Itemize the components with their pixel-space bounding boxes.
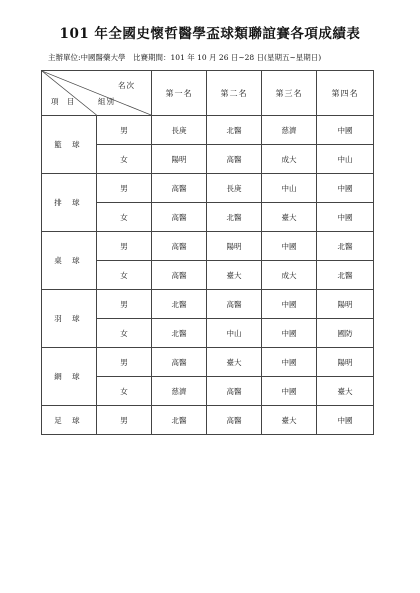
group-cell: 女 (97, 319, 152, 348)
result-cell: 高醫 (207, 377, 262, 406)
group-cell: 男 (97, 348, 152, 377)
result-cell: 中國 (317, 174, 374, 203)
group-cell: 男 (97, 232, 152, 261)
result-cell: 中山 (317, 145, 374, 174)
group-cell: 女 (97, 145, 152, 174)
result-cell: 高醫 (207, 145, 262, 174)
place-header: 第四名 (317, 71, 374, 116)
group-cell: 男 (97, 174, 152, 203)
table-row (42, 232, 374, 261)
group-cell: 女 (97, 377, 152, 406)
result-cell: 北醫 (152, 290, 207, 319)
place-header: 第三名 (262, 71, 317, 116)
item-label: 項 目 (51, 97, 78, 106)
result-cell: 高醫 (152, 261, 207, 290)
result-cell: 中國 (317, 203, 374, 232)
result-cell: 臺大 (207, 348, 262, 377)
result-cell: 中國 (317, 116, 374, 145)
result-cell: 北醫 (317, 261, 374, 290)
result-cell: 陽明 (317, 348, 374, 377)
result-cell: 陽明 (317, 290, 374, 319)
diagonal-header-cell (42, 71, 152, 116)
result-cell: 高醫 (207, 406, 262, 435)
sport-name: 桌 球 (42, 232, 97, 290)
table-row (42, 290, 374, 319)
diagonal-lines (42, 71, 151, 115)
group-cell: 女 (97, 203, 152, 232)
result-cell: 中國 (262, 348, 317, 377)
result-cell: 北醫 (317, 232, 374, 261)
organizer-and-dates: 主辦單位:中國醫藥大學 比賽期間：101 年 10 月 26 日~28 日(星期五~星期日) (48, 53, 322, 62)
result-cell: 北醫 (207, 203, 262, 232)
sport-name: 排 球 (42, 174, 97, 232)
group-cell: 男 (97, 290, 152, 319)
place-header: 第一名 (152, 71, 207, 116)
result-cell: 成大 (262, 145, 317, 174)
sport-name: 籃 球 (42, 116, 97, 174)
result-cell: 臺大 (262, 203, 317, 232)
rank-label: 名次 (118, 81, 135, 90)
result-cell: 臺大 (317, 377, 374, 406)
group-cell: 男 (97, 116, 152, 145)
result-cell: 長庚 (207, 174, 262, 203)
group-cell: 女 (97, 261, 152, 290)
result-cell: 慈濟 (262, 116, 317, 145)
sport-name: 網 球 (42, 348, 97, 406)
sport-name: 羽 球 (42, 290, 97, 348)
result-cell: 高醫 (152, 232, 207, 261)
result-cell: 成大 (262, 261, 317, 290)
result-cell: 國防 (317, 319, 374, 348)
place-header: 第二名 (207, 71, 262, 116)
result-cell: 長庚 (152, 116, 207, 145)
result-cell: 北醫 (152, 319, 207, 348)
table-row (42, 406, 374, 435)
results-table (41, 70, 374, 435)
result-cell: 北醫 (152, 406, 207, 435)
result-cell: 臺大 (207, 261, 262, 290)
table-row (42, 348, 374, 377)
sport-name: 足 球 (42, 406, 97, 435)
group-label: 組別 (98, 97, 115, 106)
result-cell: 中國 (317, 406, 374, 435)
result-cell: 北醫 (207, 116, 262, 145)
result-cell: 中山 (262, 174, 317, 203)
result-cell: 陽明 (207, 232, 262, 261)
page-title: 101 年全國史懷哲醫學盃球類聯誼賽各項成績表 (59, 26, 361, 42)
result-cell: 高醫 (207, 290, 262, 319)
result-cell: 慈濟 (152, 377, 207, 406)
result-cell: 臺大 (262, 406, 317, 435)
result-cell: 高醫 (152, 174, 207, 203)
result-cell: 中國 (262, 377, 317, 406)
result-cell: 陽明 (152, 145, 207, 174)
result-cell: 中國 (262, 319, 317, 348)
group-cell: 男 (97, 406, 152, 435)
result-cell: 中山 (207, 319, 262, 348)
result-cell: 高醫 (152, 348, 207, 377)
table-header-row (42, 71, 374, 116)
result-cell: 中國 (262, 290, 317, 319)
table-row (42, 174, 374, 203)
table-row (42, 116, 374, 145)
result-cell: 中國 (262, 232, 317, 261)
result-cell: 高醫 (152, 203, 207, 232)
